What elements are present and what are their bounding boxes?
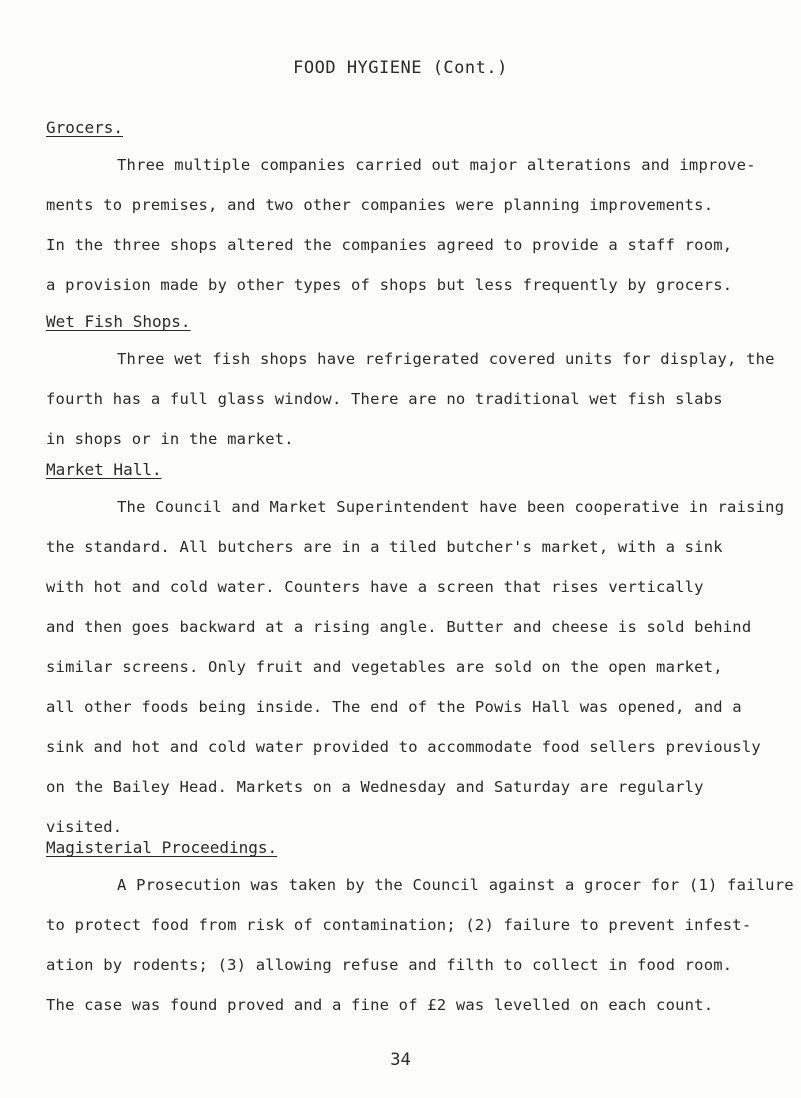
paragraph-line: similar screens. Only fruit and vegetables are sold on the open market, bbox=[46, 658, 723, 676]
paragraph-line: to protect food from risk of contamination; (2) failure to prevent infest- bbox=[46, 916, 752, 934]
paragraph-line: sink and hot and cold water provided to accommodate food sellers previously bbox=[46, 738, 761, 756]
paragraph-line: a provision made by other types of shops but less frequently by grocers. bbox=[46, 276, 733, 294]
page-number: 34 bbox=[390, 1050, 411, 1070]
paragraph-line: ments to premises, and two other companies were planning improvements. bbox=[46, 196, 714, 214]
paragraph-line: fourth has a full glass window. There are no traditional wet fish slabs bbox=[46, 390, 723, 408]
paragraph-line: with hot and cold water. Counters have a screen that rises vertically bbox=[46, 578, 704, 596]
section-heading-magisterial-proceedings: Magisterial Proceedings. bbox=[46, 838, 278, 857]
paragraph-line: ation by rodents; (3) allowing refuse and filth to collect in food room. bbox=[46, 956, 733, 974]
paragraph-line: Three wet fish shops have refrigerated covered units for display, the bbox=[117, 350, 775, 368]
section-heading-wet-fish-shops: Wet Fish Shops. bbox=[46, 312, 191, 331]
paragraph-line: on the Bailey Head. Markets on a Wednesday and Saturday are regularly bbox=[46, 778, 704, 796]
paragraph-line: In the three shops altered the companies agreed to provide a staff room, bbox=[46, 236, 733, 254]
section-heading-grocers: Grocers. bbox=[46, 118, 124, 137]
paragraph-line: in shops or in the market. bbox=[46, 430, 294, 448]
paragraph-line: Three multiple companies carried out major alterations and improve- bbox=[117, 156, 756, 174]
page-title: FOOD HYGIENE (Cont.) bbox=[293, 58, 508, 78]
paragraph-line: The Council and Market Superintendent have been cooperative in raising bbox=[117, 498, 785, 516]
paragraph-line: visited. bbox=[46, 818, 123, 836]
paragraph-line: The case was found proved and a fine of £2 was levelled on each count. bbox=[46, 996, 714, 1014]
paragraph-line: the standard. All butchers are in a tiled butcher's market, with a sink bbox=[46, 538, 723, 556]
paragraph-line: and then goes backward at a rising angle. Butter and cheese is sold behind bbox=[46, 618, 752, 636]
paragraph-line: A Prosecution was taken by the Council against a grocer for (1) failure bbox=[117, 876, 794, 894]
paragraph-line: all other foods being inside. The end of the Powis Hall was opened, and a bbox=[46, 698, 742, 716]
section-heading-market-hall: Market Hall. bbox=[46, 460, 162, 479]
